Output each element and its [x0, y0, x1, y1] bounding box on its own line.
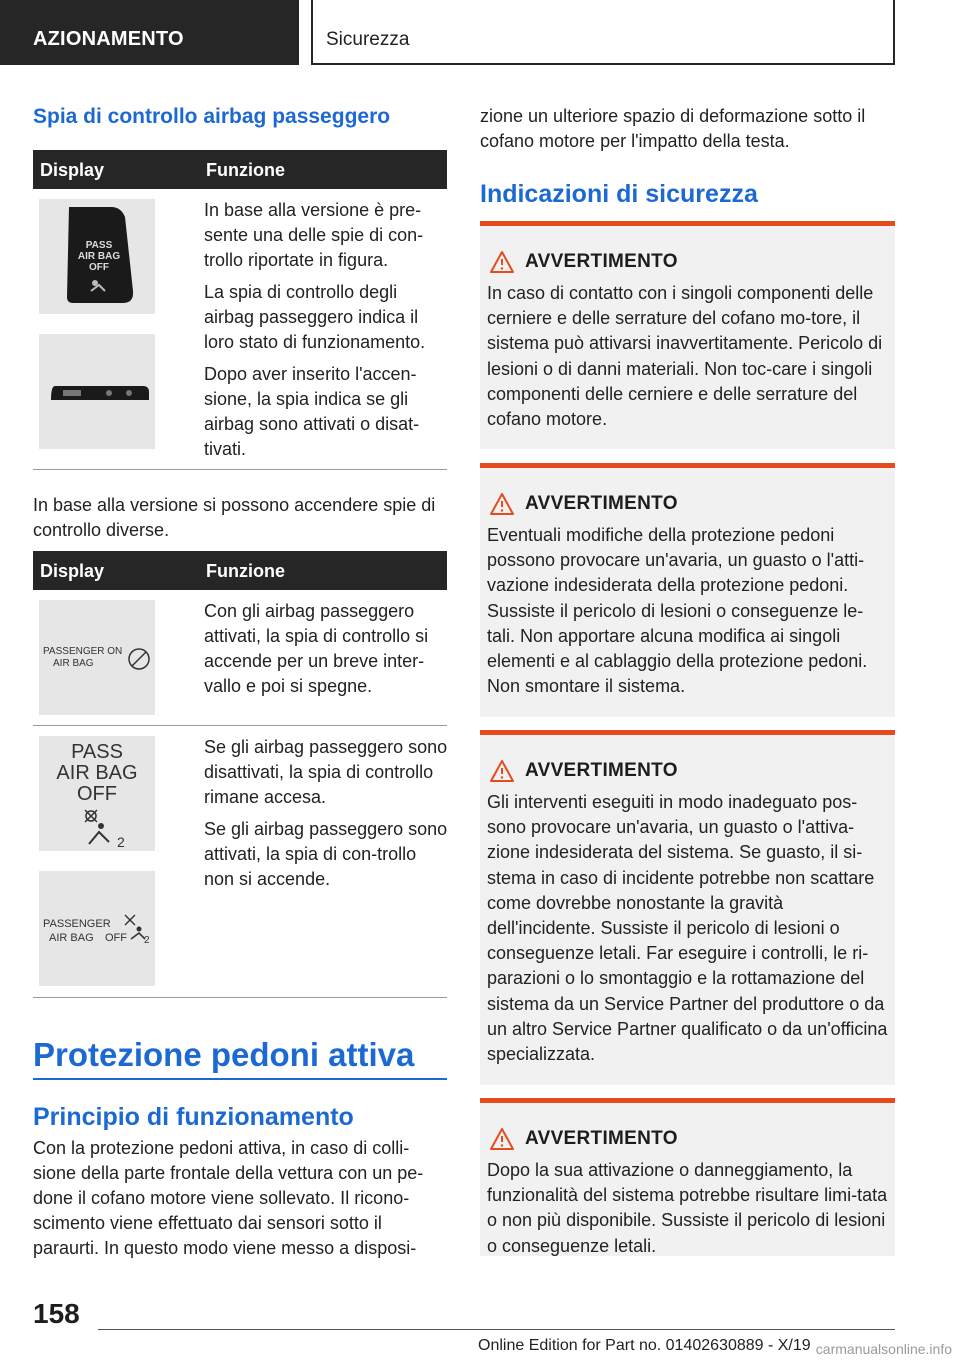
- table1-col-display: Display: [40, 160, 105, 180]
- warning-triangle-icon: [489, 492, 515, 516]
- warning-title-1: [487, 251, 888, 281]
- warning-label-4: AVVERTIMENTO: [525, 1128, 678, 1149]
- table2-header: [33, 551, 447, 590]
- table1-header: [33, 150, 447, 189]
- passenger-airbag-off-line2: AIR BAG: [49, 932, 94, 944]
- subsection-title: Sicurezza: [326, 29, 410, 50]
- warning-label-3: AVVERTIMENTO: [525, 760, 678, 781]
- passenger-on-image: [39, 600, 155, 715]
- passenger-airbag-off-icon: [39, 871, 155, 986]
- table1-text-3: Dopo aver inserito l'accen-sione, la spia indica se gli airbag sono attivati o disat-tivati.: [204, 364, 420, 459]
- pass-airbag-off-line1: PASS: [71, 741, 123, 763]
- pass-airbag-off-line2: AIR BAG: [56, 762, 138, 784]
- warning-label-2: AVVERTIMENTO: [525, 493, 678, 514]
- passenger-airbag-off-line1: PASSENGER: [43, 918, 111, 930]
- warning-triangle-icon: [489, 250, 515, 274]
- table2-col-function: Funzione: [206, 561, 285, 581]
- table2-col-display: Display: [40, 561, 105, 581]
- passenger-airbag-off-image: [39, 871, 155, 986]
- table2-row2-text: [204, 735, 450, 899]
- warning-triangle-icon: [489, 1127, 515, 1151]
- footer-edition: Online Edition for Part no. 01402630889 - X/19: [478, 1337, 811, 1354]
- passenger-on-line1: PASSENGER ON: [43, 646, 123, 657]
- table2-row-off: [33, 726, 447, 998]
- versions-paragraph: In base alla versione si possono accendere spie di controllo diverse.: [33, 495, 436, 540]
- warning-box-3: [480, 730, 895, 1085]
- warning-triangle-icon: [489, 759, 515, 783]
- footer-divider: [98, 1329, 895, 1330]
- warning-box-4: [480, 1098, 895, 1256]
- table1-row: [33, 189, 447, 470]
- passenger-airbag-panel-image: [39, 334, 155, 449]
- continuation-paragraph: zione un ulteriore spazio di deformazione sotto il cofano motore per l'impatto della testa.: [480, 106, 866, 151]
- section-tab: [0, 0, 299, 65]
- pass-airbag-off-image: [39, 199, 155, 314]
- table2-row2-text-2: Se gli airbag passeggero sono attivati, la spia di con-trollo non si accende.: [204, 819, 448, 889]
- warning-text-4: Dopo la sua attivazione o danneggiamento, la funzionalità del sistema potrebbe risultare limi-tata o non più disponibile. Sussiste il pericolo di lesioni o conseguenze letali.: [487, 1160, 888, 1256]
- pedestrian-protection-title: Protezione pedoni attiva: [33, 1036, 447, 1080]
- table2-row1-text-1: Con gli airbag passeggero attivati, la spia di controllo si accende per un breve inter-vallo e poi si spegne.: [204, 601, 429, 696]
- warning-text-1: In caso di contatto con i singoli componenti delle cerniere e delle serrature del cofano mo-tore, il sistema può attivarsi inavvertitamente. Pericolo di lesioni o di danni materiali. Non toc-care i singoli componenti delle cerniere e delle serrature del cofano motore.: [487, 283, 883, 430]
- warning-text-2: Eventuali modifiche della protezione pedoni possono provocare un'avaria, un guasto o l'atti-vazione indesiderata della protezione pedoni. Sussiste il pericolo di lesioni o conseguenze le-tali. Non apportare alcuna modifica ai singoli elementi e al cablaggio della protezione pedoni. Non smontare il sistema.: [487, 525, 868, 697]
- table1-function-text: [204, 198, 450, 469]
- pass-airbag-off-text-image: [39, 736, 155, 851]
- svg-text:OFF: OFF: [89, 262, 109, 273]
- page-number: 158: [33, 1298, 80, 1329]
- pass-airbag-off-text-icon: [39, 736, 155, 851]
- passenger-airbag-panel-icon: [39, 334, 155, 449]
- passenger-on-icon: [39, 600, 155, 715]
- warning-title-4: [487, 1128, 888, 1158]
- operating-principle-heading: Principio di funzionamento: [33, 1103, 354, 1131]
- pass-airbag-off-sub: 2: [117, 834, 125, 850]
- warning-text-3: Gli interventi eseguiti in modo inadeguato pos-sono provocare un'avaria, un guasto o l'attiva-zione indesiderata del sistema. Se guasto, il si-stema in caso di incidente potrebbe non scattare come dovrebbe nonostante la gravità dell'incidente. Sussiste il pericolo di lesioni o conseguenze letali. Far eseguire i controlli, le ri-parazioni o lo smontaggio e la rottamazione del sistema da un Service Partner del produttore o da un altro Service Partner qualificato o da un'officina specializzata.: [487, 792, 888, 1065]
- warning-title-2: [487, 493, 888, 523]
- table1-text-2: La spia di controllo degli airbag passeggero indica il loro stato di funzionamento.: [204, 282, 426, 352]
- operating-principle-body: Con la protezione pedoni attiva, in caso di colli-sione della parte frontale della vettura con un pe-done il cofano motore viene sollevato. Il ricono-scimento viene effettuato dai sensori sotto il paraurti. In questo modo viene messo a disposi-: [33, 1138, 424, 1258]
- subsection-tab: [311, 0, 895, 65]
- table2-row-on: [33, 590, 447, 726]
- airbag-indicator-heading: Spia di controllo airbag passeggero: [33, 105, 391, 128]
- table2-row1-text: [204, 599, 450, 706]
- warning-title-3: [487, 760, 888, 790]
- warning-box-1: [480, 221, 895, 449]
- passenger-airbag-off-line3: OFF: [105, 932, 127, 944]
- svg-text:PASS: PASS: [85, 240, 113, 251]
- table2-row2-text-1: Se gli airbag passeggero sono disattivati, la spia di controllo rimane accesa.: [204, 737, 448, 807]
- safety-heading: Indicazioni di sicurezza: [480, 180, 758, 208]
- section-title: AZIONAMENTO: [33, 28, 184, 50]
- warning-box-2: [480, 463, 895, 717]
- watermark: carmanualsonline.info: [815, 1341, 952, 1357]
- table1-text-1: In base alla versione è pre-sente una delle spie di con-trollo riportate in figura.: [204, 200, 424, 270]
- pass-airbag-off-lamp-icon: [39, 199, 155, 314]
- warning-label-1: AVVERTIMENTO: [525, 251, 678, 272]
- svg-text:AIR BAG: AIR BAG: [77, 251, 121, 262]
- table1-col-function: Funzione: [206, 160, 285, 180]
- pass-airbag-off-line3: OFF: [77, 783, 117, 805]
- passenger-airbag-off-sub: 2: [144, 935, 150, 946]
- passenger-on-line2: AIR BAG: [53, 658, 94, 669]
